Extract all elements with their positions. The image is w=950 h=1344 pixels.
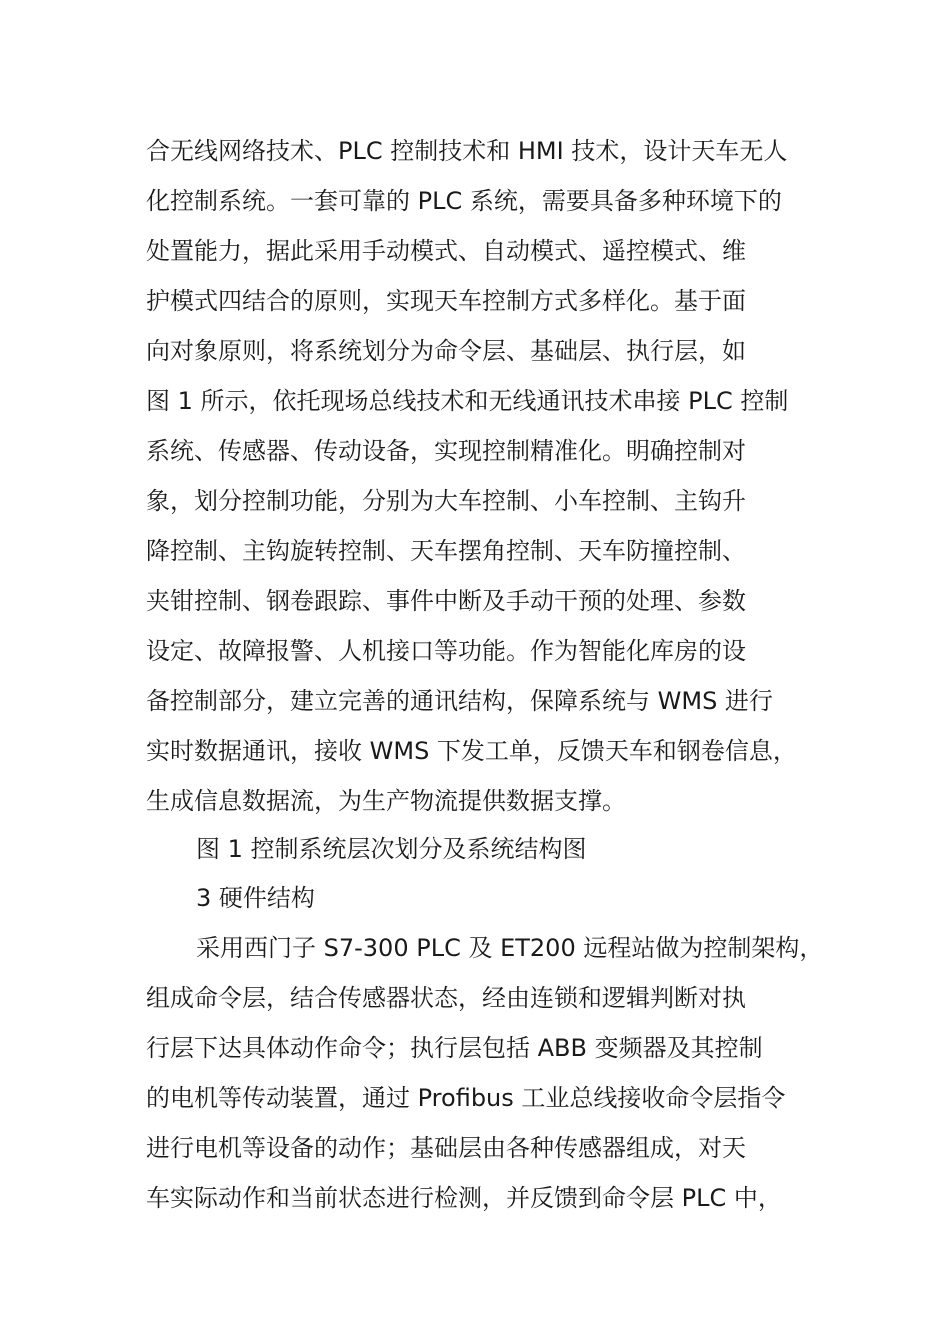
paragraph-line: 系统、传感器、传动设备，实现控制精准化。明确控制对: [146, 437, 746, 465]
paragraph-line: 车实际动作和当前状态进行检测，并反馈到命令层 PLC 中，: [146, 1184, 782, 1212]
paragraph-line: 护模式四结合的原则，实现天车控制方式多样化。基于面: [146, 287, 746, 315]
paragraph-line: 夹钳控制、钢卷跟踪、事件中断及手动干预的处理、参数: [146, 587, 746, 615]
section-heading: 3 硬件结构: [196, 884, 315, 912]
paragraph-line: 降控制、主钩旋转控制、天车摆角控制、天车防撞控制、: [146, 537, 746, 565]
figure-caption: 图 1 控制系统层次划分及系统结构图: [196, 835, 587, 863]
paragraph-line: 的电机等传动装置，通过 Profibus 工业总线接收命令层指令: [146, 1084, 786, 1112]
paragraph-line: 采用西门子 S7-300 PLC 及 ET200 远程站做为控制架构，: [196, 934, 824, 962]
paragraph-line: 合无线网络技术、PLC 控制技术和 HMI 技术，设计天车无人: [146, 137, 788, 165]
paragraph-line: 向对象原则，将系统划分为命令层、基础层、执行层，如: [146, 337, 746, 365]
paragraph-line: 设定、故障报警、人机接口等功能。作为智能化库房的设: [146, 637, 746, 665]
paragraph-line: 图 1 所示，依托现场总线技术和无线通讯技术串接 PLC 控制: [146, 387, 789, 415]
paragraph-line: 行层下达具体动作命令；执行层包括 ABB 变频器及其控制: [146, 1034, 763, 1062]
paragraph-line: 实时数据通讯，接收 WMS 下发工单，反馈天车和钢卷信息，: [146, 737, 797, 765]
paragraph-line: 象，划分控制功能，分别为大车控制、小车控制、主钩升: [146, 487, 746, 515]
paragraph-line: 生成信息数据流，为生产物流提供数据支撑。: [146, 787, 626, 815]
paragraph-line: 组成命令层，结合传感器状态，经由连锁和逻辑判断对执: [146, 984, 746, 1012]
paragraph-line: 化控制系统。一套可靠的 PLC 系统，需要具备多种环境下的: [146, 187, 782, 215]
paragraph-line: 备控制部分，建立完善的通讯结构，保障系统与 WMS 进行: [146, 687, 773, 715]
paragraph-line: 进行电机等设备的动作；基础层由各种传感器组成，对天: [146, 1134, 746, 1162]
paragraph-line: 处置能力，据此采用手动模式、自动模式、遥控模式、维: [146, 237, 746, 265]
